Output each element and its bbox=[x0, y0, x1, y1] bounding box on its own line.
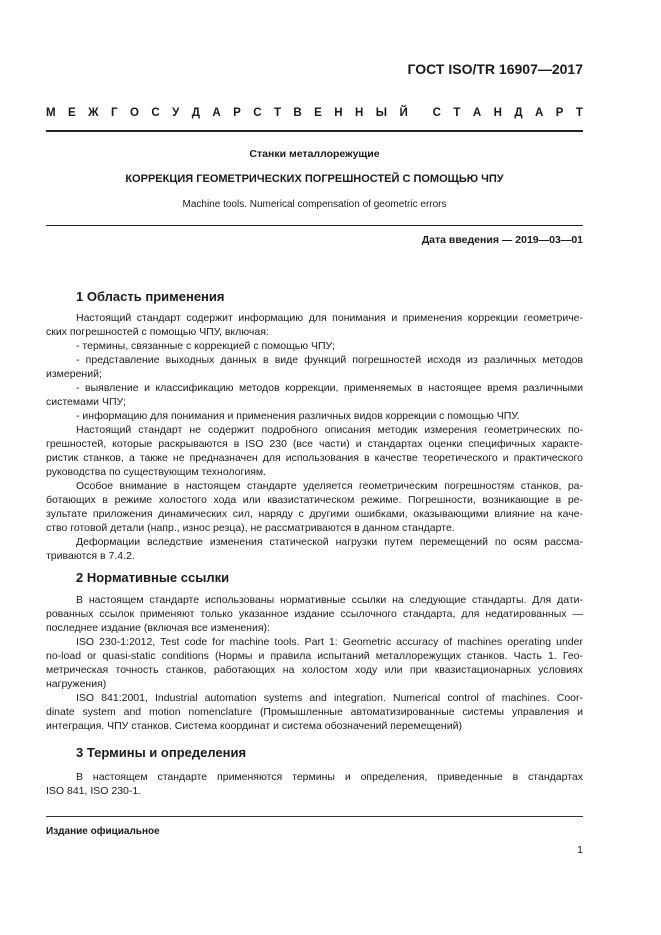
letter: Т bbox=[575, 107, 583, 119]
document-title: КОРРЕКЦИЯ ГЕОМЕТРИЧЕСКИХ ПОГРЕШНОСТЕЙ С ПОМОЩЬЮ ЧПУ bbox=[125, 173, 504, 185]
letter: В bbox=[293, 107, 302, 119]
text-line: В настоящем стандарте применяются термины и определения, приведенные в стандартах bbox=[76, 771, 583, 783]
letter: Р bbox=[233, 107, 241, 119]
letter: Н bbox=[355, 107, 364, 119]
interstate-standard-banner bbox=[46, 107, 583, 119]
title-rule bbox=[46, 225, 583, 226]
document-title-english: Machine tools. Numerical compensation of geometric errors bbox=[182, 199, 447, 210]
text-line: - выявление и классификацию методов коррекции, применяемых в настоящее время различными bbox=[76, 382, 583, 394]
text-line: ISO 841:2001, Industrial automation systems and integration. Numerical control of machines. Coor- bbox=[76, 692, 583, 704]
letter: А bbox=[534, 107, 544, 119]
text-line: В настоящем стандарте использованы нормативные ссылки на следующие стандарты. Для дати- bbox=[76, 594, 583, 606]
text-line: - информацию для понимания и применения различных видов коррекции с помощью ЧПУ. bbox=[76, 410, 520, 422]
footer-rule bbox=[46, 816, 583, 817]
section-heading: 2 Нормативные ссылки bbox=[76, 570, 230, 585]
letter: С bbox=[151, 107, 160, 119]
text-line: - термины, связанные с коррекцией с помощью ЧПУ; bbox=[76, 340, 335, 352]
letter: Й bbox=[399, 107, 408, 119]
document-subject: Станки металлорежущие bbox=[249, 148, 380, 160]
letter: Г bbox=[110, 107, 118, 119]
text-line: рованных ссылок применяют только указанное издание ссылочного стандарта, для недатированных — bbox=[46, 608, 583, 620]
text-line: триваются в 7.4.2. bbox=[46, 550, 135, 562]
header-rule bbox=[46, 130, 583, 132]
text-line: руководства по существующим технологиям. bbox=[46, 466, 267, 478]
document-code: ГОСТ ISO/TR 16907—2017 bbox=[407, 61, 583, 77]
letter: Д bbox=[191, 107, 200, 119]
text-line: ских погрешностей с помощью ЧПУ, включая: bbox=[46, 326, 269, 338]
letter: Ы bbox=[375, 107, 388, 119]
text-line: нагружения) bbox=[46, 678, 107, 690]
letter: М bbox=[46, 107, 56, 119]
text-line: Деформации вследствие изменения статической нагрузки путем перемещений по осям рассма- bbox=[76, 536, 583, 548]
text-line: ISO 841, ISO 230-1. bbox=[46, 785, 142, 797]
letter: Е bbox=[68, 107, 76, 119]
letter: Н bbox=[334, 107, 343, 119]
letter: Р bbox=[555, 107, 564, 119]
text-line: no-load or quasi-static conditions (Нормы и правила испытаний металлорежущих станков. Часть 1. Гео- bbox=[46, 650, 583, 662]
introduction-date: Дата введения — 2019—03—01 bbox=[421, 234, 583, 246]
page-number: 1 bbox=[577, 844, 583, 856]
letter: О bbox=[129, 107, 139, 119]
letter: Е bbox=[314, 107, 322, 119]
letter: А bbox=[212, 107, 221, 119]
text-line: зультате приложения динамических сил, наряду с другими ошибками, оказывающими влияние на каче- bbox=[46, 508, 583, 520]
text-line: интеграция. ЧПУ станков. Система координат и система обозначений перемещений) bbox=[46, 720, 462, 732]
letter: У bbox=[172, 107, 180, 119]
letter: С bbox=[432, 107, 441, 119]
edition-note: Издание официальное bbox=[46, 826, 160, 837]
text-line: Настоящий стандарт содержит информацию для понимания и применения коррекции геометриче- bbox=[76, 312, 583, 324]
text-line: - представление выходных данных в виде функций погрешностей исходя из различных методов bbox=[76, 354, 583, 366]
section-heading: 3 Термины и определения bbox=[76, 745, 247, 760]
text-line: Настоящий стандарт не содержит подробного описания методик измерения геометрических по- bbox=[76, 424, 583, 436]
text-line: ристик станков, а также не предназначен для использования в качестве теоретического и практического bbox=[46, 452, 583, 464]
letter: Ж bbox=[88, 107, 99, 119]
text-line: ство готовой детали (напр., износ резца), не рассматриваются в данном стандарте. bbox=[46, 522, 455, 534]
text-line: грешностей, которые раскрываются в ISO 230 (все части) и стандартах оценки специфичных характе- bbox=[46, 438, 583, 450]
text-line: последнее издание (включая все изменения): bbox=[46, 622, 270, 634]
text-line: метрическая точность станков, работающих на холостом ходу или при квазистационарных условиях bbox=[46, 664, 583, 676]
letter: Н bbox=[493, 107, 502, 119]
text-line: Особое внимание в настоящем стандарте уделяется геометрическим погрешностям станков, ра- bbox=[76, 480, 583, 492]
letter: Т bbox=[453, 107, 461, 119]
section-heading: 1 Область применения bbox=[76, 289, 225, 304]
letter: Д bbox=[514, 107, 523, 119]
letter: С bbox=[253, 107, 262, 119]
text-line: ISO 230-1:2012, Test code for machine tools. Part 1: Geometric accuracy of machines operating under bbox=[76, 636, 583, 648]
text-line: dinate system and motion nomenclature (Промышленные автоматизированные системы управления и bbox=[46, 706, 583, 718]
text-line: измерений; bbox=[46, 368, 102, 380]
letter: Т bbox=[273, 107, 281, 119]
text-line: ботающих в режиме холостого хода или квазистатическом режиме. Погрешности, возникающие в ре- bbox=[46, 494, 583, 506]
text-line: системами ЧПУ; bbox=[46, 396, 126, 408]
letter: А bbox=[472, 107, 482, 119]
